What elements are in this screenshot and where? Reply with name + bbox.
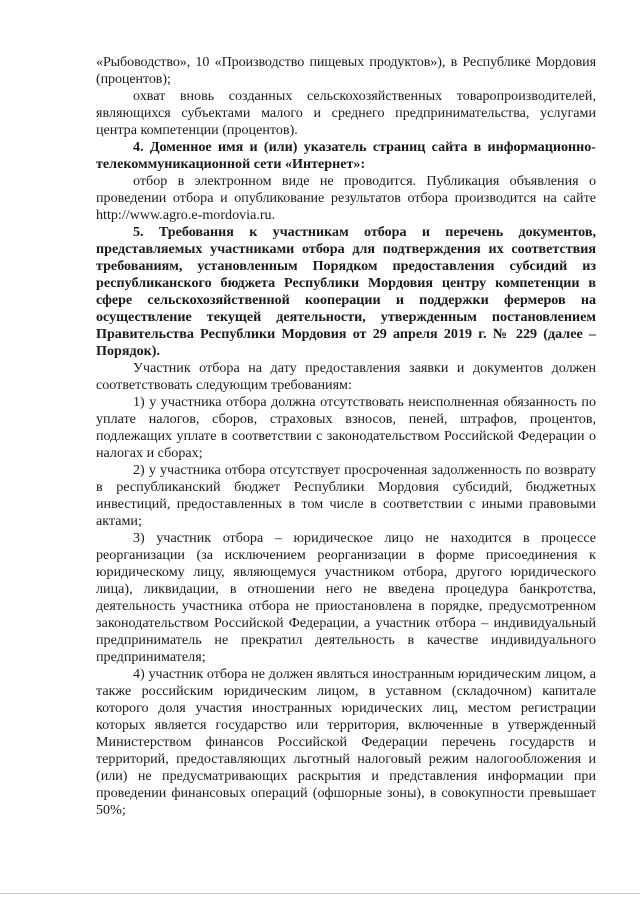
section-heading-4: 4. Доменное имя и (или) указатель страниц сайта в информационно-телекоммуникационной сети «Интернет»: [96,139,596,172]
paragraph-website: отбор в электронном виде не проводится. Публикация объявления о проведении отбора и опубликование результатов отбора производится на сайте http://www.agro.e-mordovia.ru. [96,173,596,223]
requirement-item-1: 1) у участника отбора должна отсутствовать неисполненная обязанность по уплате налогов, сборов, страховых взносов, пеней, штрафов, процентов, подлежащих уплате в соответствии с законодательством Российской Федерации о налогах и сборах; [96,394,596,461]
document-page [96,54,596,819]
requirement-item-2: 2) у участника отбора отсутствует просроченная задолженность по возврату в республиканский бюджет Республики Мордовия субсидий, бюджетных инвестиций, предоставленных в том числе в соответствии с иными правовыми актами; [96,462,596,529]
section-heading-5: 5. Требования к участникам отбора и перечень документов, представляемых участниками отбора для подтверждения их соответствия требованиям, установленным Порядком предоставления субсидий из республиканского бюджета Республики Мордовия центру компетенции в сфере сельскохозяйственной кооперации и поддержки фермеров на осуществление текущей деятельности, утвержденным постановлением Правительства Республики Мордовия от 29 апреля 2019 г. № 229 (далее – Порядок). [96,224,596,359]
requirement-item-4: 4) участник отбора не должен являться иностранным юридическим лицом, а также российским юридическим лицом, в уставном (складочном) капитале которого доля участия иностранных юридических лиц, местом регистрации которых является государство или территория, включенные в утвержденный Министерством финансов Российской Федерации перечень государств и территорий, предоставляющих льготный налоговый режим налогообложения и (или) не предусматривающих раскрытия и представления информации при проведении финансовых операций (офшорные зоны), в совокупности превышает 50%; [96,666,596,818]
paragraph-indicator-coverage: охват вновь созданных сельскохозяйственных товаропроизводителей, являющихся субъектами малого и среднего предпринимательства, услугами центра компетенции (процентов). [96,88,596,138]
page-bottom-edge [0,893,640,894]
requirement-item-3: 3) участник отбора – юридическое лицо не находится в процессе реорганизации (за исключением реорганизации в форме присоединения к юридическому лицу, являющемуся участником отбора, другого юридического лица), ликвидации, в отношении него не введена процедура банкротства, деятельность участника отбора не приостановлена в порядке, предусмотренном законодательством Российской Федерации, а участник отбора – индивидуальный предприниматель не прекратил деятельность в качестве индивидуального предпринимателя; [96,530,596,665]
paragraph-requirements-intro: Участник отбора на дату предоставления заявки и документов должен соответствовать следующим требованиям: [96,360,596,393]
paragraph-indicator-continuation: «Рыбоводство», 10 «Производство пищевых продуктов»), в Республике Мордовия (процентов); [96,54,596,87]
